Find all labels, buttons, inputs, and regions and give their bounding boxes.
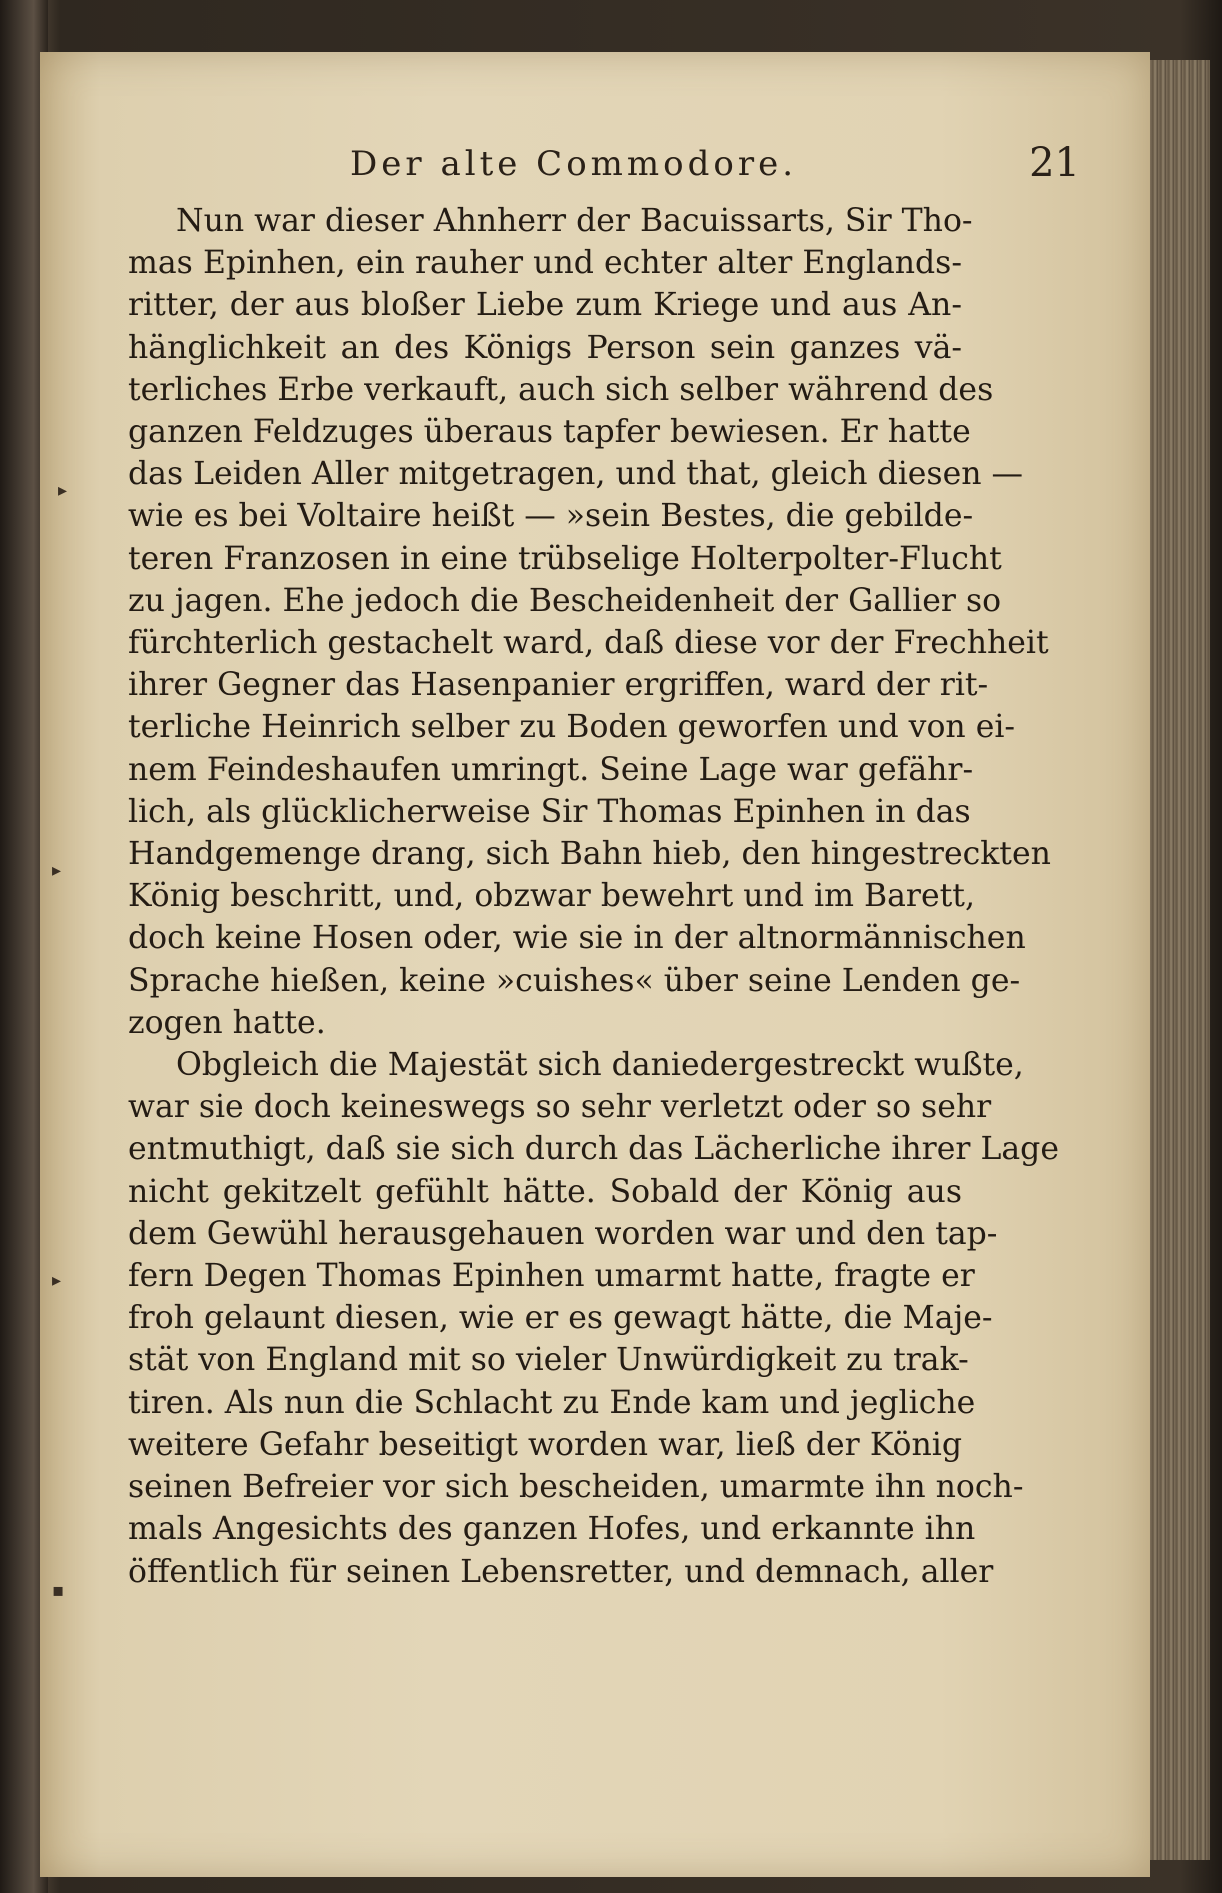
text-line: ihrer Gegner das Hasenpanier ergriffen, ward der rit- (128, 667, 989, 704)
text-line: lich, als glücklicherweise Sir Thomas Epinhen in das (128, 793, 971, 830)
text-line: teren Franzosen in eine trübselige Holterpolter-Flucht (128, 540, 1002, 577)
text-line: Sprache hießen, keine »cuishes« über seine Lenden ge- (128, 962, 1021, 999)
page-header (130, 140, 1080, 190)
text-line: Obgleich die Majestät sich daniedergestreckt wußte, (176, 1047, 1024, 1084)
margin-mark: ▸ (52, 1270, 62, 1291)
text-line: nicht gekitzelt gefühlt hätte. Sobald der König aus (128, 1173, 962, 1210)
margin-mark: ▪ (52, 1580, 65, 1601)
text-line: war sie doch keineswegs so sehr verletzt oder so sehr (128, 1089, 992, 1126)
text-line: König beschritt, und, obzwar bewehrt und im Barett, (128, 878, 975, 915)
text-line: hänglichkeit an des Königs Person sein ganzes vä- (128, 329, 962, 366)
text-line: Handgemenge drang, sich Bahn hieb, den hingestreckten (128, 836, 1051, 873)
text-line: tiren. Als nun die Schlacht zu Ende kam und jegliche (128, 1384, 976, 1421)
text-line: doch keine Hosen oder, wie sie in der altnormännischen (128, 920, 1026, 957)
text-line: stät von England mit so vieler Unwürdigkeit zu trak- (128, 1342, 969, 1379)
text-line: öffentlich für seinen Lebensretter, und demnach, aller (128, 1553, 994, 1590)
text-line: zogen hatte. (128, 1004, 326, 1041)
text-line: weitere Gefahr beseitigt worden war, ließ der König (128, 1426, 962, 1463)
body-text (128, 200, 1059, 1593)
text-line: froh gelaunt diesen, wie er es gewagt hätte, die Maje- (128, 1300, 993, 1337)
text-line: entmuthigt, daß sie sich durch das Lächerliche ihrer Lage (128, 1131, 1059, 1168)
text-line: fürchterlich gestachelt ward, daß diese vor der Frechheit (128, 625, 1049, 662)
text-line: wie es bei Voltaire heißt — »sein Bestes, die gebilde- (128, 498, 974, 535)
text-line: seinen Befreier vor sich bescheiden, umarmte ihn noch- (128, 1469, 1024, 1506)
page-number: 21 (1029, 140, 1080, 186)
margin-mark: ▸ (58, 480, 68, 501)
paragraph (128, 1044, 1059, 1593)
text-line: dem Gewühl herausgehauen worden war und den tap- (128, 1215, 998, 1252)
paragraph (128, 200, 1051, 1044)
text-line: mas Epinhen, ein rauher und echter alter Englands- (128, 245, 962, 282)
text-line: ganzen Feldzuges überaus tapfer bewiesen. Er hatte (128, 414, 971, 451)
margin-mark: ▸ (52, 860, 62, 881)
text-line: Nun war dieser Ahnherr der Bacuissarts, Sir Tho- (176, 203, 973, 239)
text-line: mals Angesichts des ganzen Hofes, und erkannte ihn (128, 1511, 976, 1548)
text-line: nem Feindeshaufen umringt. Seine Lage war gefähr- (128, 751, 974, 788)
text-line: terliches Erbe verkauft, auch sich selber während des (128, 371, 994, 408)
text-line: das Leiden Aller mitgetragen, und that, gleich diesen — (128, 456, 1024, 493)
running-head: Der alte Commodore. (350, 144, 798, 184)
page-edges (1150, 60, 1210, 1860)
text-line: zu jagen. Ehe jedoch die Bescheidenheit der Gallier so (128, 582, 1002, 619)
text-line: ritter, der aus bloßer Liebe zum Kriege und aus An- (128, 287, 962, 324)
text-line: terliche Heinrich selber zu Boden geworfen und von ei- (128, 709, 1016, 746)
text-line: fern Degen Thomas Epinhen umarmt hatte, fragte er (128, 1258, 975, 1295)
